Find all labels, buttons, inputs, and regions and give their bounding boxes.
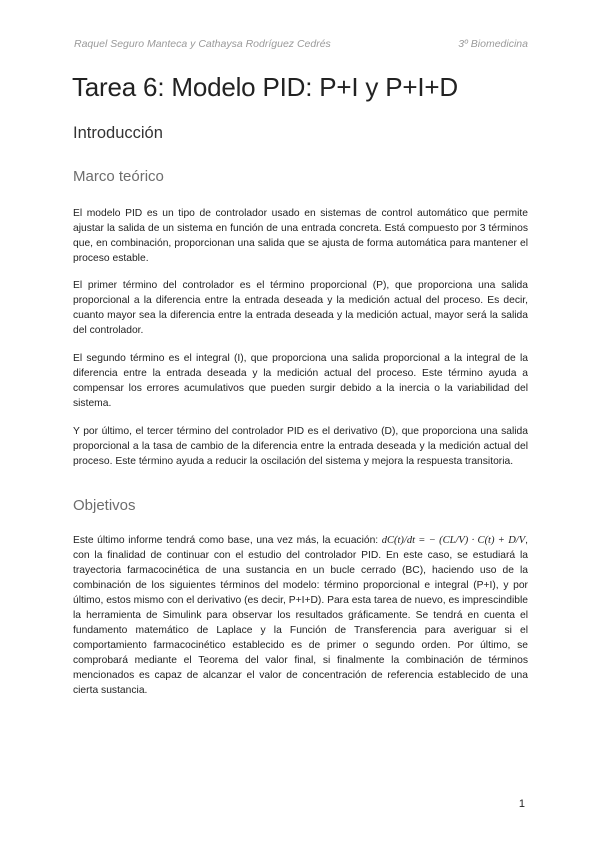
marco-paragraph-4: Y por último, el tercer término del controlador PID es el derivativo (D), que proporciona una salida proporcional a la tasa de cambio de la diferencia entre la entrada deseada y la medición actual del proceso. Este término ayuda a reducir la oscilación del sistema y mejora la respuesta transitoria. [73,426,528,467]
section-heading-introduccion: Introducción [73,124,163,142]
objetivos-paragraph [73,533,528,698]
marco-paragraph-2: El primer término del controlador es el término proporcional (P), que proporciona una salida proporcional a la diferencia entre la entrada deseada y la medición actual del proceso. Es decir, cuanto mayor sea la diferencia entre la entrada deseada y la medición actual, mayor será la salida del controlador. [73,280,528,336]
document-title: Tarea 6: Modelo PID: P+I y P+I+D [72,72,458,102]
page-number: 1 [518,798,525,810]
header-authors: Raquel Seguro Manteca y Cathaysa Rodríguez Cedrés [74,38,331,50]
marco-paragraph-1: El modelo PID es un tipo de controlador usado en sistemas de control automático que permite ajustar la salida de un sistema en función de una entrada concreta. Está compuesto por 3 términos que, en combinación, proporcionan una salida que se ajusta de forma automática para mantener el proceso estable. [73,208,528,264]
objetivos-text-intro: Este último informe tendrá como base, una vez más, la ecuación: [73,535,382,546]
subsection-heading-objetivos: Objetivos [73,497,136,514]
page-header [74,38,528,50]
marco-paragraph-3: El segundo término es el integral (I), que proporciona una salida proporcional a la integral de la diferencia entre la entrada deseada y la medición actual del proceso. Este término ayuda a compensar los errores acumulativos que pueden surgir debido a la inercia o la variabilidad del sistema. [73,353,528,409]
header-course: 3º Biomedicina [458,38,528,50]
pharmacokinetic-equation: dC(t)/dt = − (CL/V) · C(t) + D/V [381,535,526,546]
subsection-heading-marco-teorico: Marco teórico [73,168,164,185]
objetivos-text-body: , con la finalidad de continuar con el estudio del controlador PID. En este caso, se estudiará la trayectoria farmacocinética de una sustancia en un bucle cerrado (BC), haciendo uso de la combinación de los siguientes términos del modelo: término proporcional e integral (P+I), y por último, estos mismo con el derivativo (es decir, P+I+D). Para esta tarea de nuevo, es imprescindible la herramienta de Simulink para observar los resultados gráficamente. Se tendrá en cuenta el fundamento matemático de Laplace y la Función de Transferencia para averiguar si el comportamiento farmacocinético establecido es de primer o segundo orden. Por último, se comprobará mediante el Teorema del valor final, si finalmente la combinación de términos mencionados es capaz de alcanzar el valor de concentración de referencia establecido de una cierta sustancia. [73,535,528,696]
